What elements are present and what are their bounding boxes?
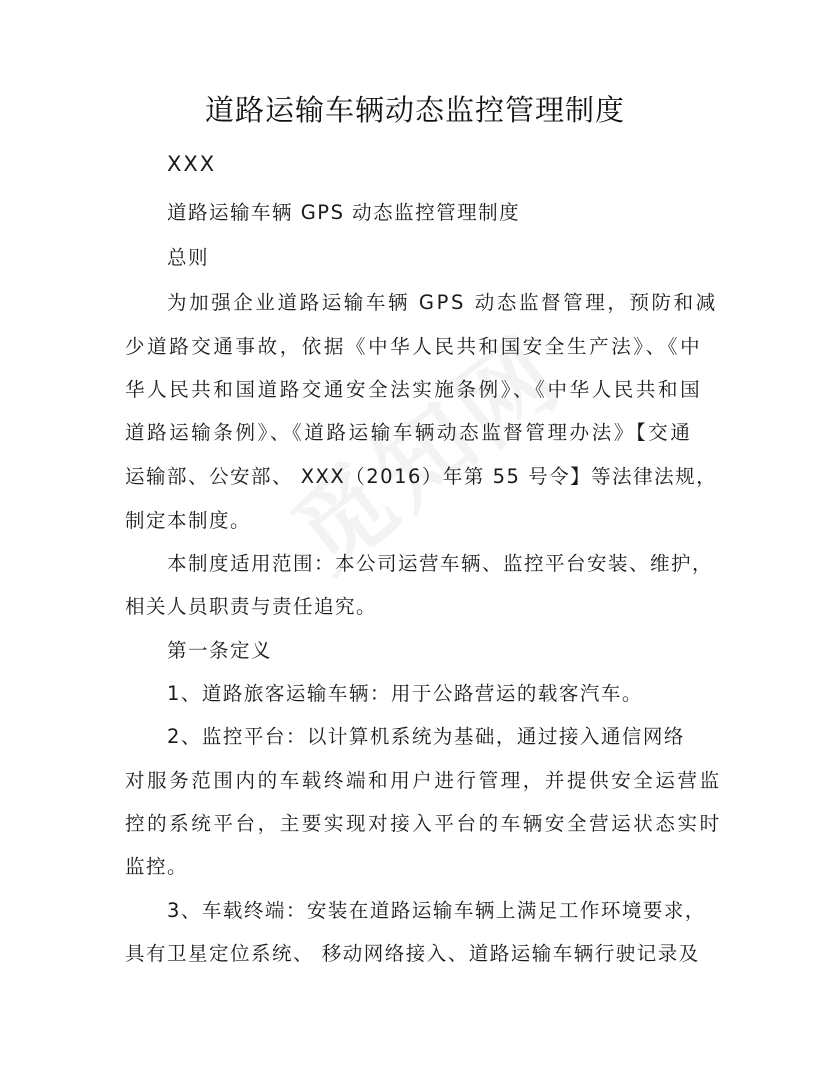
definition-2-line: 2、监控平台：以计算机系统为基础，通过接入通信网络 [167, 725, 685, 748]
article-1-heading: 第一条定义 [167, 639, 273, 662]
paragraph-1-line: 制定本制度。 [125, 509, 252, 532]
document-subtitle: 道路运输车辆 GPS 动态监控管理制度 [167, 201, 521, 224]
paragraph-1-line: 华人民共和国道路交通安全法实施条例》、《中华人民共和国 [125, 378, 703, 401]
paragraph-1-line: 少道路交通事故，依据《中华人民共和国安全生产法》、《中 [125, 335, 703, 358]
organization-name: XXX [167, 152, 217, 176]
definition-1-line: 1、道路旅客运输车辆：用于公路营运的载客汽车。 [167, 682, 643, 705]
paragraph-2-line: 本制度适用范围：本公司运营车辆、监控平台安装、维护， [167, 552, 714, 575]
paragraph-1-line: 为加强企业道路运输车辆 GPS 动态监督管理，预防和减 [167, 291, 718, 314]
document-title: 道路运输车辆动态监控管理制度 [204, 93, 625, 127]
definition-2-line: 监控。 [125, 855, 189, 878]
definition-2-line: 控的系统平台，主要实现对接入平台的车辆安全营运状态实时 [125, 812, 722, 835]
definition-2-line: 对服务范围内的车载终端和用户进行管理，并提供安全运营监 [125, 769, 722, 792]
definition-3-line: 3、车载终端：安装在道路运输车辆上满足工作环境要求， [167, 899, 706, 922]
paragraph-1-line: 道路运输条例》、《道路运输车辆动态监督管理办法》【交通 [125, 421, 693, 444]
paragraph-1-line: 运输部、公安部、 XXX（2016）年第 55 号令】等法律法规， [125, 465, 718, 488]
paragraph-2-line: 相关人员职责与责任追究。 [125, 595, 378, 618]
section-heading-general: 总则 [167, 246, 210, 269]
definition-3-line: 具有卫星定位系统、 移动网络接入、道路运输车辆行驶记录及 [125, 942, 700, 965]
